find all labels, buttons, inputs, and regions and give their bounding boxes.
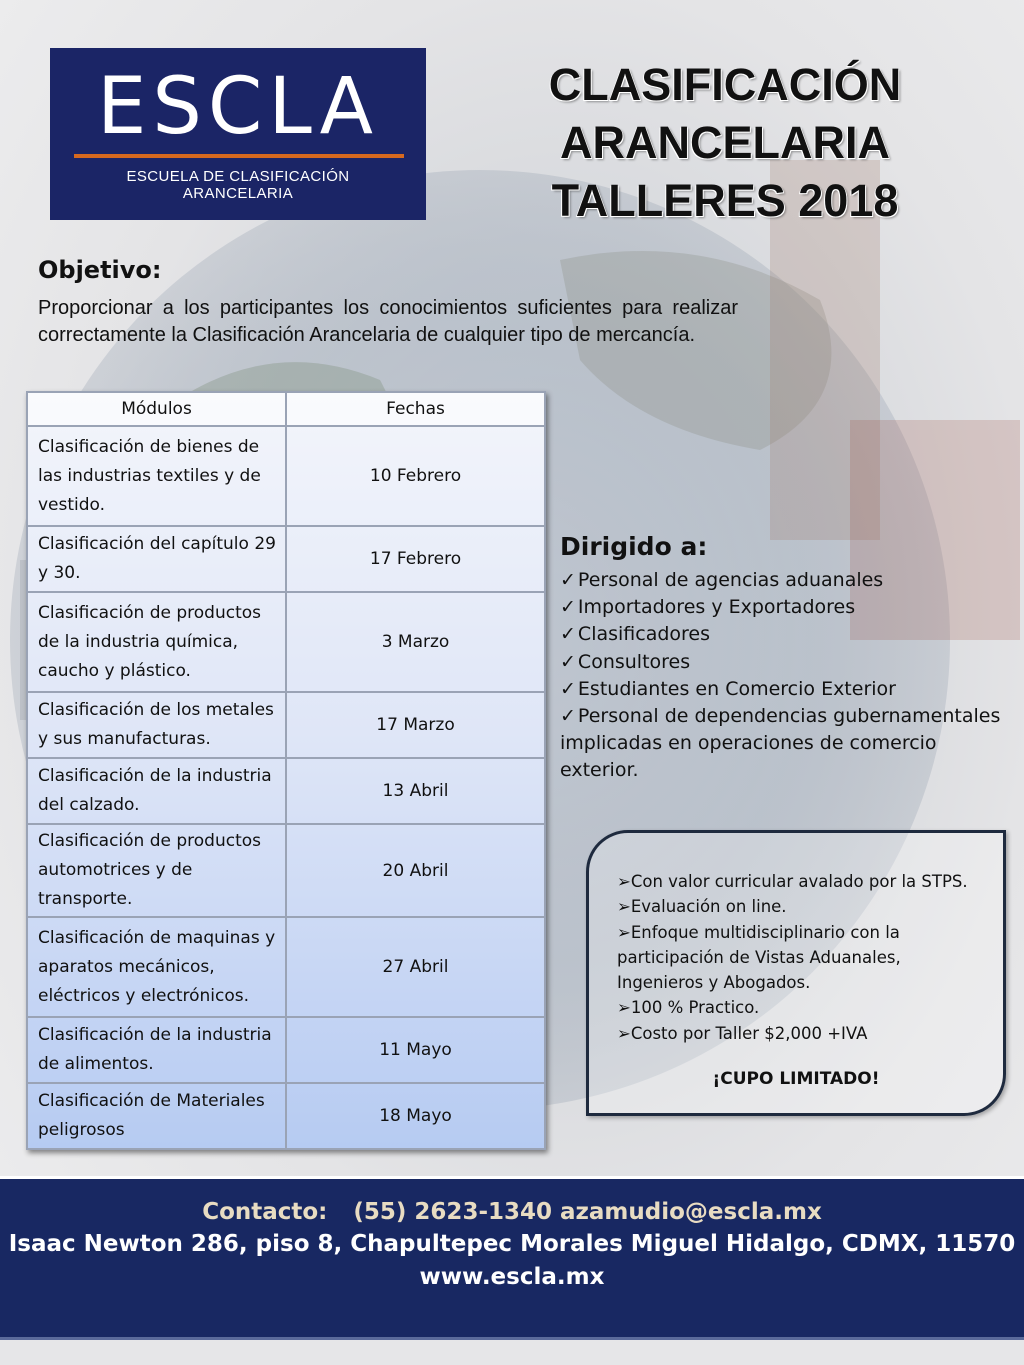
address: Isaac Newton 286, piso 8, Chapultepec Morales Miguel Hidalgo, CDMX, 11570	[8, 1231, 1016, 1257]
table-row	[27, 1017, 545, 1083]
list-item: ✓ Consultores	[560, 650, 691, 673]
benefits-list	[617, 869, 987, 1046]
objetivo-heading: Objetivo:	[38, 256, 162, 284]
contact-value[interactable]: (55) 2623-1340 azamudio@escla.mx	[353, 1199, 822, 1225]
module-cell: Clasificación de productos automotrices y de transporte.	[27, 824, 286, 917]
bottom-strip	[0, 1340, 1024, 1365]
module-cell: Clasificación de bienes de las industrias textiles y de vestido.	[27, 426, 286, 526]
checkmark-icon: ✓	[560, 677, 576, 700]
page-title	[500, 56, 950, 230]
title-line-3: TALLERES 2018	[551, 175, 899, 226]
audience-list	[560, 567, 1020, 785]
list-item: ✓ Estudiantes en Comercio Exterior	[560, 677, 896, 700]
module-cell: Clasificación de la industria de alimentos.	[27, 1017, 286, 1083]
checkmark-icon: ✓	[560, 705, 576, 728]
title-line-1: CLASIFICACIÓN	[548, 59, 902, 110]
module-cell: Clasificación de la industria del calzado.	[27, 758, 286, 824]
date-cell: 20 Abril	[286, 824, 545, 917]
list-item: ➢100 % Practico.	[617, 998, 760, 1018]
table-row	[27, 426, 545, 526]
date-cell: 17 Febrero	[286, 526, 545, 592]
logo-divider	[74, 154, 404, 158]
header-fechas: Fechas	[286, 392, 545, 426]
header-modulos: Módulos	[27, 392, 286, 426]
objetivo-text: Proporcionar a los participantes los conocimientos suficientes para realizar correctamente la Clasificación Arancelaria de cualquier tipo de mercancía.	[38, 297, 738, 346]
benefits-box	[586, 830, 1006, 1116]
arrow-bullet-icon: ➢	[617, 897, 631, 917]
table-row	[27, 692, 545, 758]
arrow-bullet-icon: ➢	[617, 922, 631, 942]
logo-subtitle: ESCUELA DE CLASIFICACIÓN ARANCELARIA	[126, 168, 350, 202]
contact-label: Contacto:	[202, 1199, 328, 1225]
list-item: ➢Evaluación on line.	[617, 897, 787, 917]
date-cell: 13 Abril	[286, 758, 545, 824]
escla-logo	[50, 48, 426, 220]
title-line-2: ARANCELARIA	[560, 117, 890, 168]
date-cell: 3 Marzo	[286, 592, 545, 692]
dirigido-heading: Dirigido a:	[560, 532, 708, 561]
table-row	[27, 592, 545, 692]
table-header-row	[27, 392, 545, 426]
module-cell: Clasificación de Materiales peligrosos	[27, 1083, 286, 1149]
date-cell: 10 Febrero	[286, 426, 545, 526]
contact-footer	[0, 1176, 1024, 1340]
module-cell: Clasificación de productos de la industria química, caucho y plástico.	[27, 592, 286, 692]
target-audience-section	[560, 532, 1020, 785]
logo-wordmark: ESCLA	[97, 62, 379, 152]
checkmark-icon: ✓	[560, 596, 576, 619]
table-row	[27, 1083, 545, 1149]
checkmark-icon: ✓	[560, 650, 576, 673]
list-item: ✓ Personal de dependencias gubernamentales implicadas en operaciones de comercio exterior.	[560, 705, 1001, 782]
limited-spots-notice: ¡CUPO LIMITADO!	[712, 1069, 880, 1089]
table-row	[27, 824, 545, 917]
modules-table	[26, 391, 546, 1150]
contact-line	[0, 1199, 1024, 1225]
table-row	[27, 917, 545, 1017]
list-item: ➢Enfoque multidisciplinario con la participación de Vistas Aduanales, Ingenieros y Abogados.	[617, 922, 901, 993]
module-cell: Clasificación de los metales y sus manufacturas.	[27, 692, 286, 758]
date-cell: 27 Abril	[286, 917, 545, 1017]
date-cell: 17 Marzo	[286, 692, 545, 758]
list-item: ✓ Clasificadores	[560, 623, 711, 646]
list-item: ✓ Importadores y Exportadores	[560, 596, 856, 619]
module-cell: Clasificación del capítulo 29 y 30.	[27, 526, 286, 592]
checkmark-icon: ✓	[560, 623, 576, 646]
checkmark-icon: ✓	[560, 569, 576, 591]
arrow-bullet-icon: ➢	[617, 998, 631, 1018]
module-cell: Clasificación de maquinas y aparatos mecánicos, eléctricos y electrónicos.	[27, 917, 286, 1017]
list-item: ➢Con valor curricular avalado por la STPS.	[617, 872, 968, 891]
date-cell: 11 Mayo	[286, 1017, 545, 1083]
date-cell: 18 Mayo	[286, 1083, 545, 1149]
arrow-bullet-icon: ➢	[617, 1023, 631, 1043]
table-row	[27, 758, 545, 824]
arrow-bullet-icon: ➢	[617, 872, 631, 891]
list-item: ➢Costo por Taller $2,000 +IVA	[617, 1023, 868, 1043]
website-link[interactable]: www.escla.mx	[419, 1264, 605, 1290]
list-item: ✓ Personal de agencias aduanales	[560, 569, 884, 591]
table-row	[27, 526, 545, 592]
